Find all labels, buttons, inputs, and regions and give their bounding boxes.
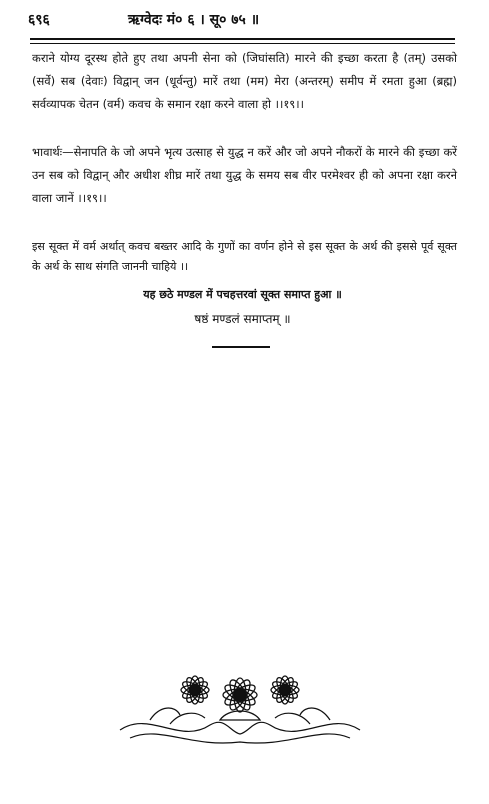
summary-paragraph: इस सूक्त में वर्म अर्थात् कवच बख्तर आदि के गुणों का वर्णन होने से इस सूक्त के अर्थ की इससे पूर्व सूक्त के अर्थ के साथ संगति जाननी चाहिये ।। xyxy=(32,240,457,273)
page-number: ६९६ xyxy=(28,12,50,28)
bhavartha-paragraph: भावार्थः—सेनापति के जो अपने भृत्य उत्साह से युद्ध न करें और जो अपने नौकरों के मारने की इच्छा करें उन सब को विद्वान् और अधीश शीघ्र मारें तथा युद्ध के समय सब वीर परमेश्वर ही को अपना रक्षा करने वाला जानें ।।१९।। xyxy=(32,145,457,205)
meaning-paragraph: कराने योग्य दूरस्थ होते हुए तथा अपनी सेना को (जिघांसति) मारने की इच्छा करता है (तम्) उसको (सर्वे) सब (देवाः) विद्वान् जन (धूर्वन्तु) मारें तथा (मम) मेरा (अन्तरम्) समीप में रमता हुआ (ब्रह्म) सर्वव्यापक चेतन (वर्म) कवच के समान रक्षा करने वाला हो ।।१९।। xyxy=(32,51,457,111)
floral-tailpiece-icon xyxy=(110,650,370,750)
section-reference: ऋग्वेदः मं० ६ । सू० ७५ ॥ xyxy=(128,12,260,28)
header-rule xyxy=(30,38,455,44)
end-rule xyxy=(212,346,270,348)
mandala-end-note: षष्ठं मण्डलं समाप्तम् ॥ xyxy=(194,312,291,326)
sukta-end-note: यह छठे मण्डल में पचहत्तरवां सूक्त समाप्त हुआ ॥ xyxy=(143,288,342,301)
running-header xyxy=(18,10,458,32)
